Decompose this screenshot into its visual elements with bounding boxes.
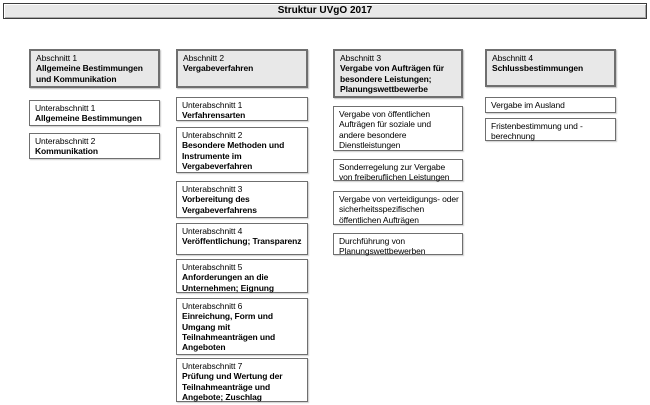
abschnitt-3-header-box	[333, 49, 463, 98]
abschnitt-1-title: Allgemeine Bestimmungen und Kommunikation	[36, 63, 143, 84]
abschnitt-2-unterabschnitt-4-box	[176, 223, 308, 255]
unterabschnitt-label: Unterabschnitt 2	[35, 136, 96, 146]
unterabschnitt-label: Unterabschnitt 6	[182, 301, 243, 311]
unterabschnitt-label: Unterabschnitt 4	[182, 226, 243, 236]
item-text: Fristenbestimmung und - berechnung	[491, 121, 583, 142]
unterabschnitt-title: Veröffentlichung; Transparenz	[182, 236, 302, 247]
abschnitt-3-title: Vergabe von Aufträgen für besondere Leistungen; Planungswettbewerbe	[340, 63, 444, 94]
unterabschnitt-title: Einreichung, Form und Umgang mit Teilnahmeanträgen und Angeboten	[182, 311, 276, 353]
abschnitt-2-unterabschnitt-5-box	[176, 259, 308, 293]
abschnitt-2-unterabschnitt-1-box	[176, 97, 308, 121]
item-text: Vergabe von öffentlichen Aufträgen für soziale und andere besondere Dienstleistungen	[339, 109, 432, 150]
abschnitt-2-label: Abschnitt 2	[183, 53, 224, 63]
unterabschnitt-title: Prüfung und Wertung der Teilnahmeanträge und Angebote; Zuschlag	[182, 371, 283, 402]
abschnitt-4-item-2-box	[485, 118, 616, 141]
unterabschnitt-title: Kommunikation	[35, 146, 98, 157]
unterabschnitt-label: Unterabschnitt 1	[182, 100, 243, 110]
abschnitt-3-label: Abschnitt 3	[340, 53, 381, 63]
unterabschnitt-label: Unterabschnitt 1	[35, 103, 96, 113]
abschnitt-1-label: Abschnitt 1	[36, 53, 77, 63]
abschnitt-1-unterabschnitt-2-box	[29, 133, 160, 159]
abschnitt-3-item-3-box	[333, 191, 463, 225]
abschnitt-2-unterabschnitt-2-box	[176, 127, 308, 173]
diagram-title: Struktur UVgO 2017	[277, 5, 373, 16]
unterabschnitt-title: Verfahrensarten	[182, 110, 246, 121]
abschnitt-4-header-box	[485, 49, 616, 87]
unterabschnitt-title: Besondere Methoden und Instrumente im Vergabeverfahren	[182, 140, 285, 171]
unterabschnitt-label: Unterabschnitt 5	[182, 262, 243, 272]
abschnitt-4-item-1-box	[485, 97, 616, 113]
abschnitt-4-label: Abschnitt 4	[492, 53, 533, 63]
abschnitt-2-unterabschnitt-6-box	[176, 298, 308, 355]
unterabschnitt-title: Vorbereitung des Vergabeverfahrens	[182, 194, 257, 215]
abschnitt-4-title: Schlussbestimmungen	[492, 63, 584, 74]
item-text: Durchführung von Planungswettbewerben	[339, 236, 426, 257]
unterabschnitt-title: Anforderungen an die Unternehmen; Eignung	[182, 272, 274, 293]
unterabschnitt-label: Unterabschnitt 3	[182, 184, 243, 194]
abschnitt-3-item-1-box	[333, 106, 463, 151]
unterabschnitt-label: Unterabschnitt 7	[182, 361, 243, 371]
abschnitt-2-title: Vergabeverfahren	[183, 63, 254, 74]
item-text: Vergabe von verteidigungs- oder sicherheitsspezifischen öffentlichen Aufträgen	[339, 194, 459, 225]
abschnitt-3-item-2-box	[333, 159, 463, 181]
abschnitt-1-unterabschnitt-1-box	[29, 100, 160, 126]
item-text: Vergabe im Ausland	[491, 100, 565, 110]
item-text: Sonderregelung zur Vergabe von freiberuflichen Leistungen	[339, 162, 450, 183]
diagram-title-bar	[3, 3, 647, 19]
unterabschnitt-label: Unterabschnitt 2	[182, 130, 243, 140]
abschnitt-2-unterabschnitt-3-box	[176, 181, 308, 218]
abschnitt-2-unterabschnitt-7-box	[176, 358, 308, 402]
abschnitt-3-item-4-box	[333, 233, 463, 255]
unterabschnitt-title: Allgemeine Bestimmungen	[35, 113, 142, 124]
abschnitt-1-header-box	[29, 49, 160, 88]
abschnitt-2-header-box	[176, 49, 308, 88]
